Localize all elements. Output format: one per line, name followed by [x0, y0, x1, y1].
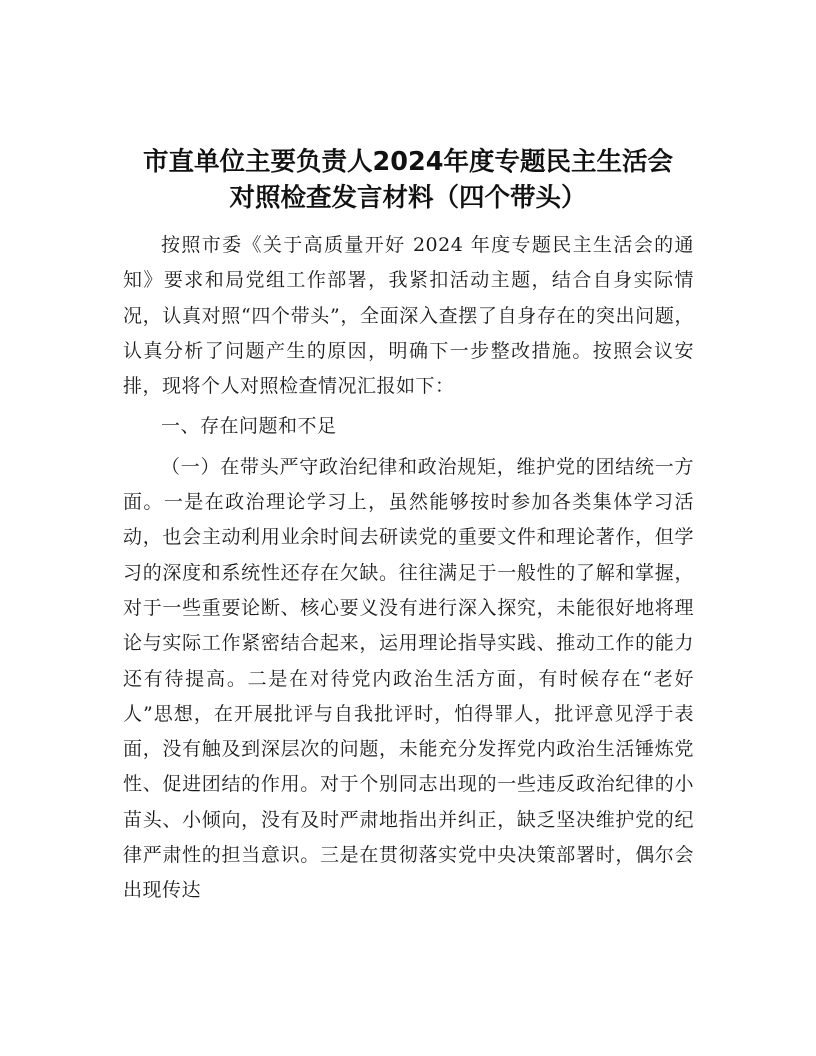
document-title-line-2: 对照检查发言材料（四个带头） [229, 183, 587, 213]
document-body [123, 228, 694, 914]
body-paragraph: （一）在带头严守政治纪律和政治规矩，维护党的团结统一方面。一是在政治理论学习上，虽然能够按时参加各类集体学习活动，也会主动利用业余时间去研读党的重要文件和理论著作，但学习的深度和系统性还存在欠缺。往往满足于一般性的了解和掌握，对于一些重要论断、核心要义没有进行深入探究，未能很好地将理论与实际工作紧密结合起来，运用理论指导实践、推动工作的能力还有待提高。二是在对待党内政治生活方面，有时候存在“老好人”思想，在开展批评与自我批评时，怕得罪人，批评意见浮于表面，没有触及到深层次的问题，未能充分发挥党内政治生活锤炼党性、促进团结的作用。对于个别同志出现的一些违反政治纪律的小苗头、小倾向，没有及时严肃地指出并纠正，缺乏坚决维护党的纪律严肃性的担当意识。三是在贯彻落实党中央决策部署时，偶尔会出现传达 [123, 455, 694, 902]
section-heading: 一、存在问题和不足 [161, 415, 337, 438]
intro-paragraph: 按照市委《关于高质量开好 2024 年度专题民主生活会的通知》要求和局党组工作部署，我紧扣活动主题，结合自身实际情况，认真对照“四个带头”，全面深入查摆了自身存在的突出问题，认真分析了问题产生的原因，明确下一步整改措施。按照会议安排，现将个人对照检查情况汇报如下： [123, 234, 694, 398]
document-title-line-1: 市直单位主要负责人2024年度专题民主生活会 [143, 147, 673, 177]
